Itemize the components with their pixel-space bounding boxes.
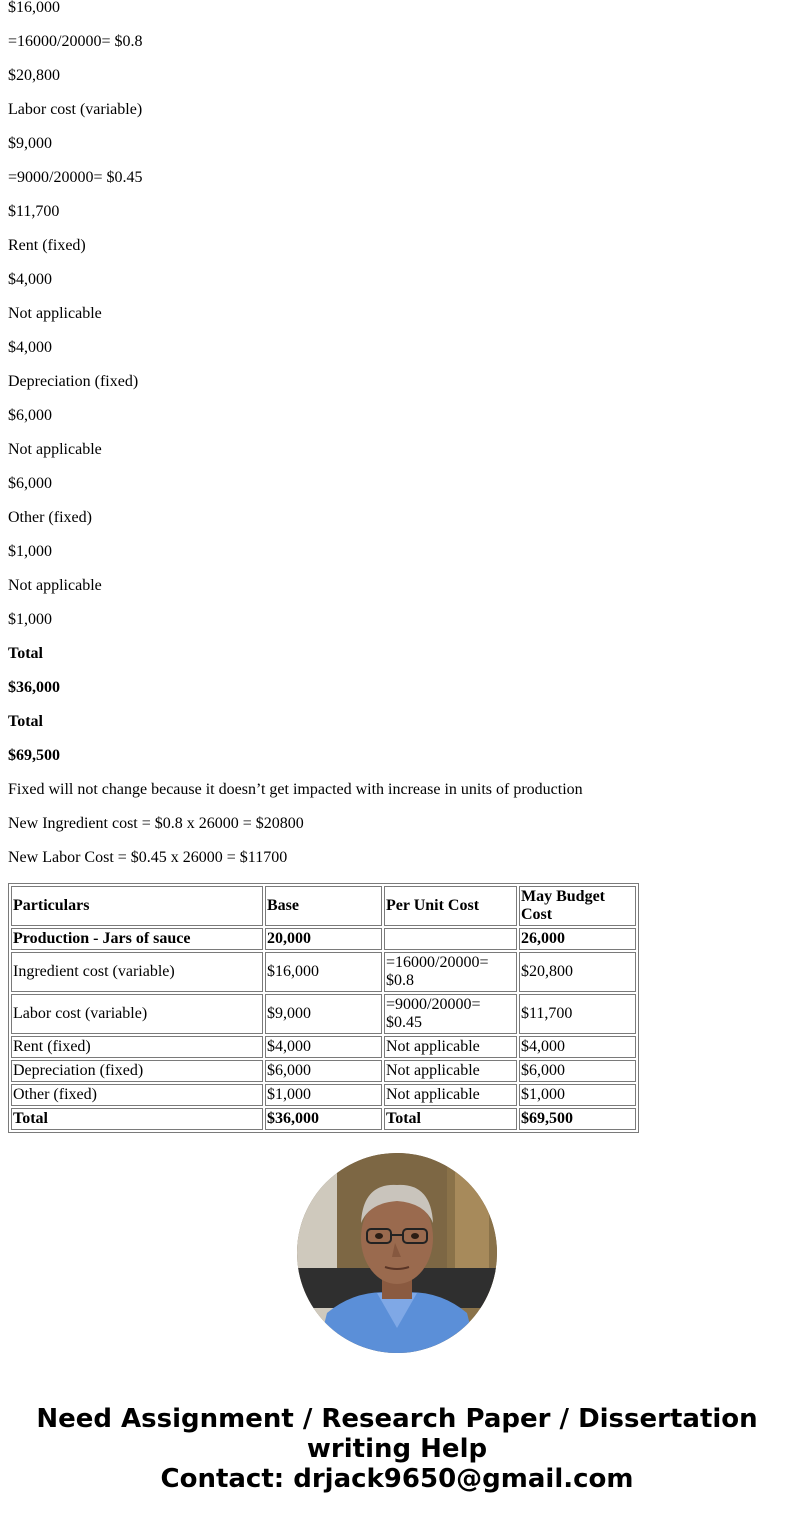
base-cell: $16,000 [265,952,382,992]
text-line: Labor cost (variable) [8,101,143,118]
per-unit-cost-cell: Per Unit Cost [384,886,517,926]
document-body [8,0,786,1133]
table-row [11,1036,636,1058]
base-cell: 20,000 [265,928,382,950]
may-budget-cost-cell: $1,000 [519,1084,636,1106]
text-line: $6,000 [8,475,52,492]
text-line: New Ingredient cost = $0.8 x 26000 = $20800 [8,815,304,832]
may-budget-cost-cell: $69,500 [519,1108,636,1130]
base-cell: $4,000 [265,1036,382,1058]
text-line: Not applicable [8,577,102,594]
text-line: $20,800 [8,67,60,84]
per-unit-cost-cell: =16000/20000= $0.8 [384,952,517,992]
text-line: $16,000 [8,0,60,16]
may-budget-cost-cell: $20,800 [519,952,636,992]
text-line: New Labor Cost = $0.45 x 26000 = $11700 [8,849,288,866]
per-unit-cost-cell: Not applicable [384,1036,517,1058]
banner-line-2: writing Help [306,1434,488,1464]
text-line: Not applicable [8,441,102,458]
particulars-cell: Total [11,1108,263,1130]
table-row [11,994,636,1034]
text-line: Other (fixed) [8,509,92,526]
particulars-cell: Ingredient cost (variable) [11,952,263,992]
per-unit-cost-cell: Not applicable [384,1084,517,1106]
text-line: Fixed will not change because it doesn’t get impacted with increase in units of production [8,781,583,798]
per-unit-cost-cell: =9000/20000= $0.45 [384,994,517,1034]
text-line: $69,500 [8,747,60,764]
banner-line-1: Need Assignment / Research Paper / Dissertation [36,1404,758,1434]
per-unit-cost-cell: Not applicable [384,1060,517,1082]
table-row [11,1084,636,1106]
text-line: $1,000 [8,611,52,628]
text-line: $36,000 [8,679,60,696]
banner-contact-line: Contact: drjack9650@gmail.com [160,1464,634,1494]
text-line: $6,000 [8,407,52,424]
may-budget-cost-cell: $4,000 [519,1036,636,1058]
particulars-cell: Labor cost (variable) [11,994,263,1034]
table-row [11,1108,636,1130]
contact-banner [0,1404,794,1494]
text-line: Rent (fixed) [8,237,86,254]
base-cell: $1,000 [265,1084,382,1106]
base-cell: $6,000 [265,1060,382,1082]
text-line: =9000/20000= $0.45 [8,169,143,186]
text-line: $9,000 [8,135,52,152]
text-line: =16000/20000= $0.8 [8,33,143,50]
may-budget-cost-cell: May Budget Cost [519,886,636,926]
text-line: $11,700 [8,203,60,220]
author-avatar [297,1153,497,1353]
text-line: $4,000 [8,339,52,356]
text-line: $4,000 [8,271,52,288]
text-line: Total [8,645,43,662]
base-cell: Base [265,886,382,926]
particulars-cell: Depreciation (fixed) [11,1060,263,1082]
particulars-cell: Rent (fixed) [11,1036,263,1058]
may-budget-cost-cell: $6,000 [519,1060,636,1082]
per-unit-cost-cell [384,928,517,950]
per-unit-cost-cell: Total [384,1108,517,1130]
text-line: Total [8,713,43,730]
text-lines [8,0,786,867]
particulars-cell: Particulars [11,886,263,926]
particulars-cell: Other (fixed) [11,1084,263,1106]
person-photo-icon [297,1153,497,1353]
may-budget-cost-cell: $11,700 [519,994,636,1034]
budget-table [8,883,639,1133]
base-cell: $36,000 [265,1108,382,1130]
particulars-cell: Production - Jars of sauce [11,928,263,950]
base-cell: $9,000 [265,994,382,1034]
may-budget-cost-cell: 26,000 [519,928,636,950]
table-row [11,1060,636,1082]
text-line: Not applicable [8,305,102,322]
table-header-row [11,886,636,926]
table-row [11,928,636,950]
table-row [11,952,636,992]
text-line: Depreciation (fixed) [8,373,139,390]
text-line: $1,000 [8,543,52,560]
